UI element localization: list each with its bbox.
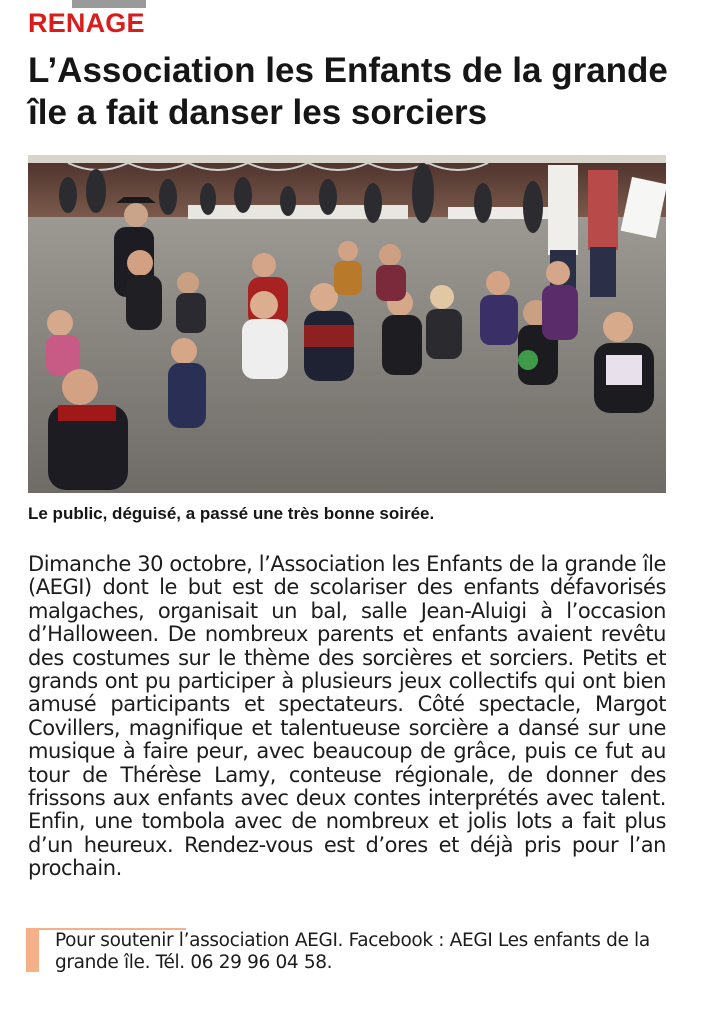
top-rule bbox=[72, 0, 146, 8]
section-kicker: RENAGE bbox=[28, 8, 145, 38]
info-box-text: Pour soutenir l’association AEGI. Facebook : AEGI Les enfants de la grande île. Tél. 06 29 96 04 58. bbox=[55, 930, 650, 973]
article-body: Dimanche 30 octobre, l’Association les Enfants de la grande île (AEGI) dont le but est de scolariser des enfants défavorisés malgaches, organisait un bal, salle Jean-Aluigi à l’occasion d’Halloween. De nombreux parents et enfants avaient revêtu des costumes sur le thème des sorcières et sorciers. Petits et grands ont pu participer à plusieurs jeux collectifs qui ont bien amusé participants et spectateurs. Côté spectacle, Margot Covillers, magnifique et talentueuse sorcière a dansé sur une musique à faire peur, avec beaucoup de grâce, puis ce fut au tour de Thérèse Lamy, conteuse régionale, de donner des frissons aux enfants avec deux contes interprétés avec talent. Enfin, une tombola avec de nombreux et jolis lots a fait plus d’un heureux. Rendez-vous est d’ores et déjà pris pour l’an prochain. bbox=[28, 552, 666, 881]
article-headline: L’Association les Enfants de la grande île a fait danser les sorciers bbox=[28, 51, 668, 132]
photo-caption: Le public, déguisé, a passé une très bonne soirée. bbox=[28, 504, 435, 523]
info-box-accent-bar bbox=[26, 928, 39, 972]
article-photo bbox=[28, 155, 666, 493]
info-box bbox=[26, 928, 671, 972]
